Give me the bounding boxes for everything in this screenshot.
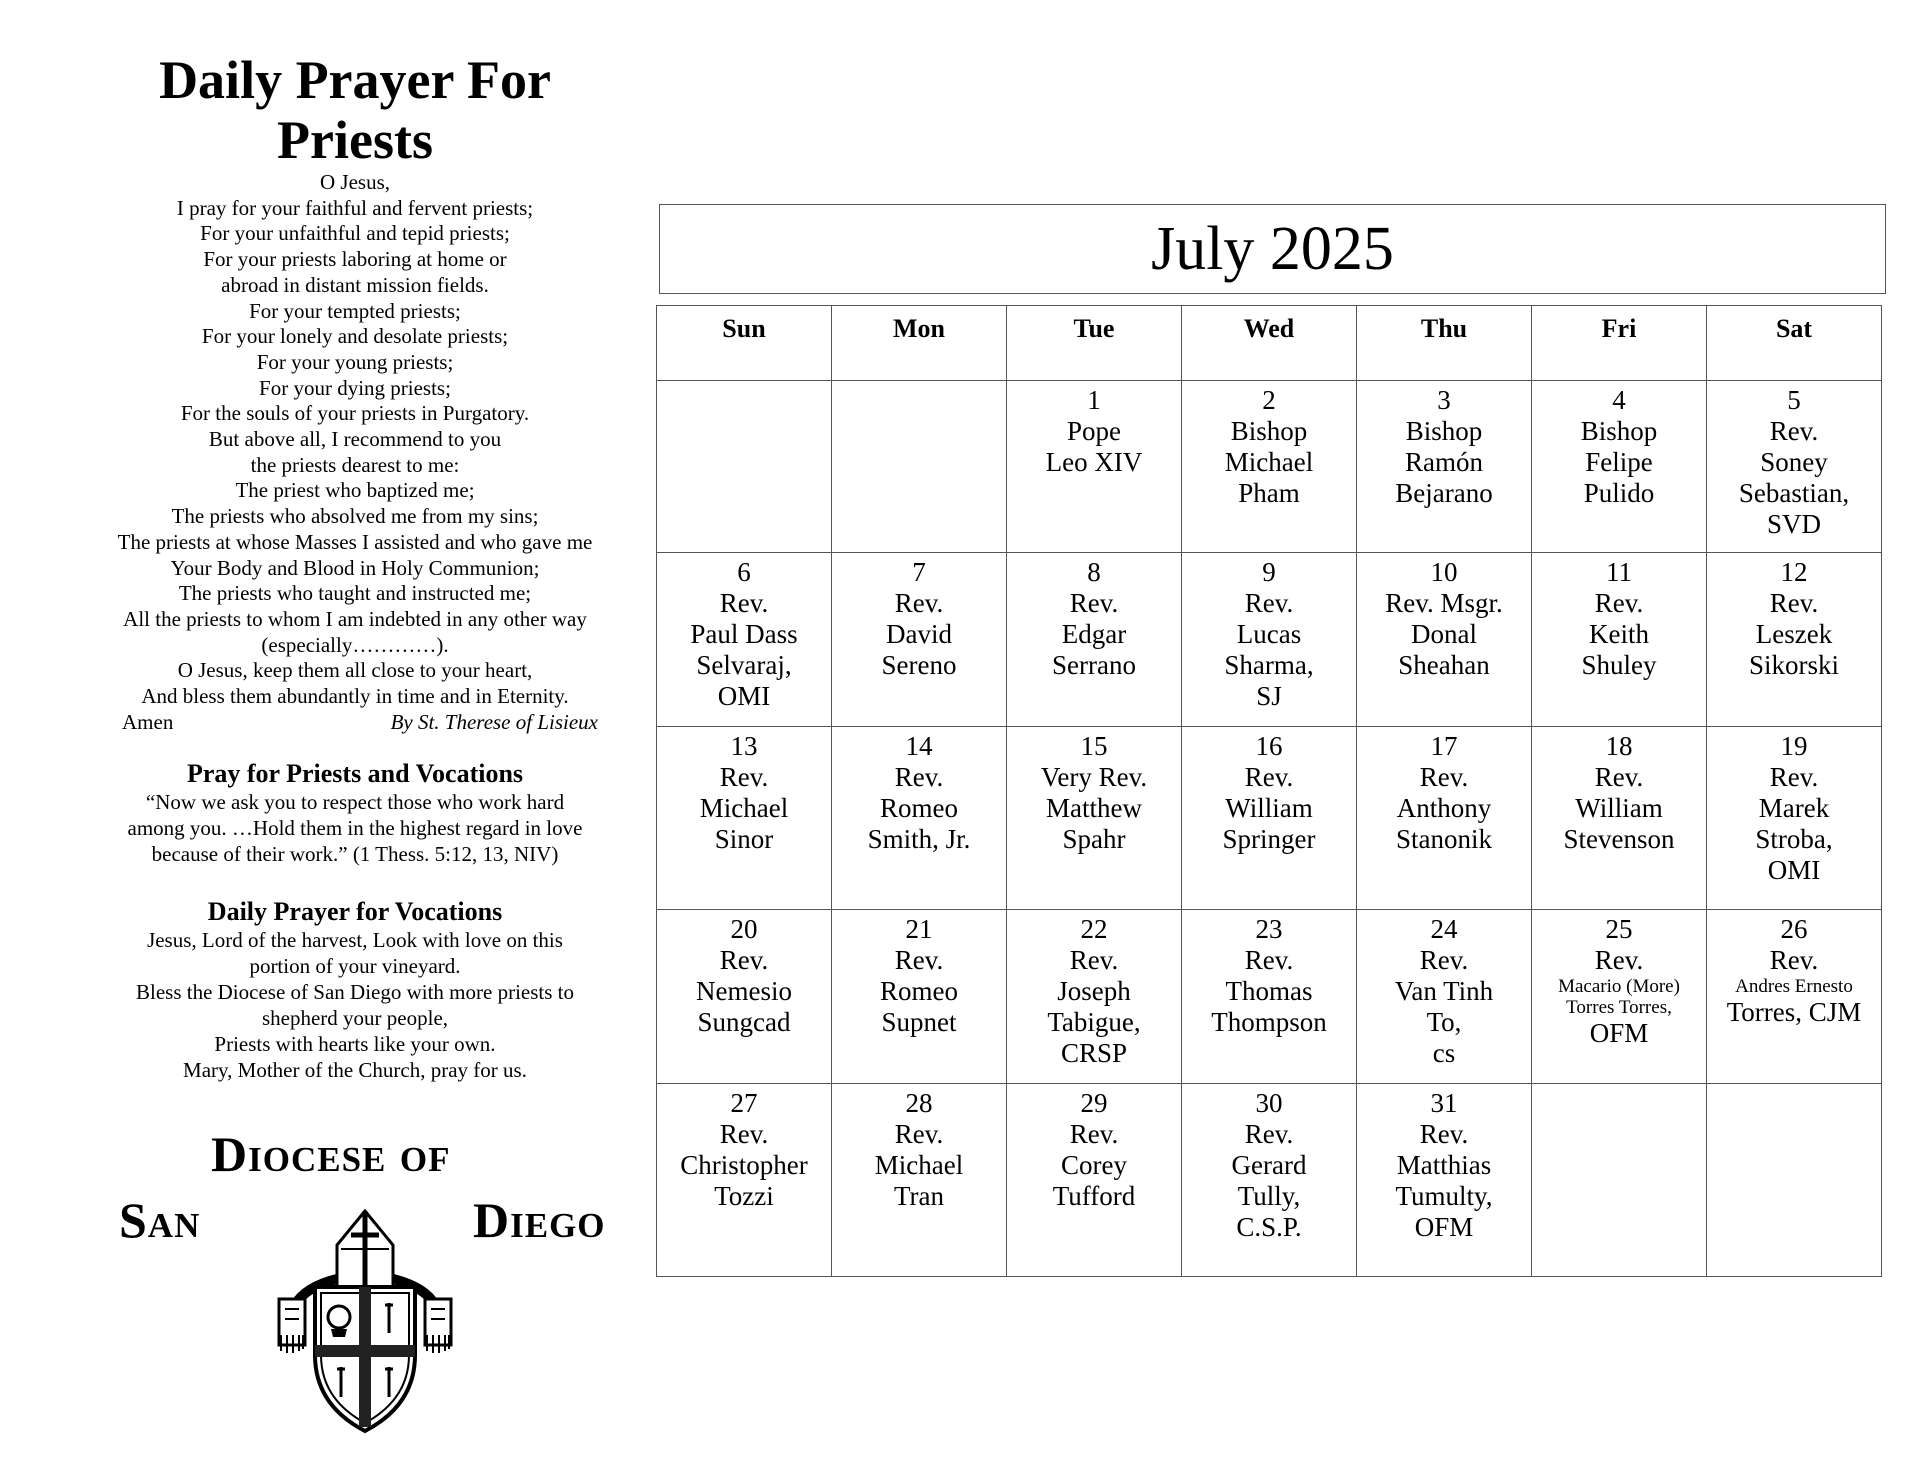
priest-name-line: Pham (1238, 478, 1300, 508)
weekday-header-mon: Mon (832, 306, 1007, 381)
day-number: 22 (1080, 914, 1108, 944)
priest-name-line-small: Torres Torres, (1566, 997, 1672, 1018)
prayer-line: the priests dearest to me: (250, 452, 460, 477)
prayer-column (60, 50, 650, 1083)
day-number: 11 (1606, 557, 1632, 587)
day-number: 16 (1255, 731, 1283, 761)
day-cell-3 (1357, 381, 1532, 553)
priest-name-line: Christopher (680, 1150, 808, 1180)
priest-name-line: Tumulty, (1395, 1181, 1493, 1211)
day-number: 9 (1262, 557, 1276, 587)
day-number: 29 (1080, 1088, 1108, 1118)
priest-name-line: Rev. (1769, 588, 1819, 618)
prayer-line: For the souls of your priests in Purgatory. (180, 401, 530, 426)
amen-text: Amen (122, 709, 174, 734)
diocese-crest-icon (265, 1205, 465, 1435)
weekday-header-sat: Sat (1707, 306, 1882, 381)
priest-name-line: OMI (717, 681, 771, 711)
day-cell-5 (1707, 381, 1882, 553)
day-cell-22 (1007, 910, 1182, 1084)
day-number: 19 (1780, 731, 1808, 761)
prayer-line: O Jesus, keep them all close to your heart, (177, 658, 533, 683)
priest-name-line: Pulido (1583, 478, 1655, 508)
scripture-quote (60, 789, 650, 867)
priest-name-line: Tran (893, 1181, 945, 1211)
priest-name-line: Sikorski (1748, 650, 1840, 680)
priest-name-line: Rev. (1069, 588, 1119, 618)
daily-prayer-for-priests (60, 170, 650, 710)
weekday-header-row (657, 306, 1882, 381)
vocations-line: Priests with hearts like your own. (214, 1032, 496, 1057)
prayer-line: The priest who baptized me; (235, 478, 475, 503)
priest-name-line: Sheahan (1398, 650, 1490, 680)
priest-name-line: Marek (1758, 793, 1830, 823)
priest-name-line: Corey (1061, 1150, 1127, 1180)
priest-name-line: Stevenson (1563, 824, 1675, 854)
priest-name-line: Tully, (1237, 1181, 1301, 1211)
day-cell-17 (1357, 727, 1532, 910)
prayer-signature (60, 710, 650, 736)
day-cell-20 (657, 910, 832, 1084)
prayer-attribution: By St. Therese of Lisieux (390, 709, 598, 734)
priest-name-line: Bishop (1230, 416, 1308, 446)
day-cell-9 (1182, 553, 1357, 727)
section-title-vocations-priests: Pray for Priests and Vocations (186, 759, 524, 789)
calendar-week-row (657, 727, 1882, 910)
priest-name-line: Rev. (719, 1119, 769, 1149)
priest-name-line: C.S.P. (1236, 1212, 1302, 1242)
prayer-line: For your unfaithful and tepid priests; (200, 221, 510, 246)
day-cell-8 (1007, 553, 1182, 727)
day-cell-10 (1357, 553, 1532, 727)
vocations-prayer (60, 927, 650, 1083)
priest-name-line: Spahr (1062, 824, 1126, 854)
priest-name-line: Soney (1760, 447, 1828, 477)
priest-name-line: Supnet (881, 1007, 957, 1037)
priest-name-line: Romeo (880, 976, 958, 1006)
priest-name-line: Smith, Jr. (867, 824, 971, 854)
priest-name-line: Ramón (1405, 447, 1483, 477)
priest-name-line: To, (1426, 1007, 1462, 1037)
priest-name-line: Very Rev. (1040, 762, 1148, 792)
priest-name-line: Rev. (719, 945, 769, 975)
day-number: 23 (1255, 914, 1283, 944)
logo-word-san: San (119, 1192, 201, 1248)
priest-name-line: Sebastian, (1738, 478, 1850, 508)
priest-name-line: Rev. (1769, 945, 1819, 975)
priest-name-line: Rev. (1244, 762, 1294, 792)
priest-name-line: OFM (1414, 1212, 1474, 1242)
priest-name-line: Bishop (1580, 416, 1658, 446)
day-cell-12 (1707, 553, 1882, 727)
quote-line: because of their work.” (1 Thess. 5:12, 13, NIV) (151, 842, 559, 867)
vocations-line: Bless the Diocese of San Diego with more priests to (135, 980, 574, 1005)
priest-name-line: Tufford (1052, 1181, 1136, 1211)
priest-name-line: Rev. (894, 1119, 944, 1149)
prayer-line: For your tempted priests; (249, 298, 461, 323)
day-cell-19 (1707, 727, 1882, 910)
priest-name-line: Rev. (1769, 762, 1819, 792)
prayer-line: Your Body and Blood in Holy Communion; (170, 555, 540, 580)
priest-name-line: Shuley (1581, 650, 1657, 680)
priest-name-line: Rev. (894, 945, 944, 975)
priest-name-line: Selvaraj, (696, 650, 792, 680)
diocese-logo (115, 1125, 635, 1435)
day-cell-11 (1532, 553, 1707, 727)
priest-name-line: Joseph (1057, 976, 1131, 1006)
weekday-header-sun: Sun (657, 306, 832, 381)
priest-name-line: Anthony (1396, 793, 1492, 823)
day-number: 26 (1780, 914, 1808, 944)
calendar-week-row (657, 1084, 1882, 1277)
day-number: 6 (737, 557, 751, 587)
day-number: 27 (730, 1088, 758, 1118)
section-title-daily-vocations: Daily Prayer for Vocations (207, 897, 503, 927)
priest-name-line: Sereno (881, 650, 957, 680)
priest-name-line: Tozzi (714, 1181, 774, 1211)
priest-name-line: Springer (1222, 824, 1316, 854)
priest-name-line: Michael (874, 1150, 964, 1180)
priest-name-line: Matthias (1396, 1150, 1492, 1180)
priest-name-line: Felipe (1585, 447, 1653, 477)
priest-name-line: cs (1432, 1038, 1456, 1068)
prayer-line: (especially…………). (261, 632, 449, 657)
day-cell-4 (1532, 381, 1707, 553)
priest-name-line: Thomas (1225, 976, 1313, 1006)
priest-name-line: Keith (1589, 619, 1649, 649)
priest-name-line: David (886, 619, 952, 649)
priest-name-line: Lucas (1236, 619, 1302, 649)
priest-name-line-small: Andres Ernesto (1735, 976, 1853, 997)
weekday-header-fri: Fri (1532, 306, 1707, 381)
day-cell-2 (1182, 381, 1357, 553)
priest-name-line: OMI (1767, 855, 1821, 885)
priest-name-line-small: Macario (More) (1558, 976, 1680, 997)
calendar-week-row (657, 553, 1882, 727)
vocations-line: Mary, Mother of the Church, pray for us. (183, 1058, 527, 1083)
priest-name-line: Romeo (880, 793, 958, 823)
priest-name-line: Torres, CJM (1726, 997, 1862, 1027)
weekday-header-tue: Tue (1007, 306, 1182, 381)
prayer-line: For your young priests; (256, 349, 454, 374)
day-number: 31 (1430, 1088, 1458, 1118)
prayer-line: For your lonely and desolate priests; (201, 324, 509, 349)
priest-name-line: Michael (1224, 447, 1314, 477)
prayer-line: All the priests to whom I am indebted in any other way (123, 606, 587, 631)
prayer-line: The priests at whose Masses I assisted and who gave me (117, 529, 593, 554)
empty-day-cell (1532, 1084, 1707, 1277)
prayer-line: The priests who taught and instructed me; (178, 581, 532, 606)
empty-day-cell (1707, 1084, 1882, 1277)
day-number: 8 (1087, 557, 1101, 587)
prayer-line: For your dying priests; (259, 375, 451, 400)
empty-day-cell (657, 381, 832, 553)
weekday-header-thu: Thu (1357, 306, 1532, 381)
prayer-line: O Jesus, (319, 170, 390, 194)
day-number: 5 (1787, 385, 1801, 415)
priest-name-line: Rev. (1594, 762, 1644, 792)
prayer-line: And bless them abundantly in time and in Eternity. (141, 684, 569, 709)
priest-name-line: Van Tinh (1394, 976, 1494, 1006)
day-cell-7 (832, 553, 1007, 727)
vocations-line: portion of your vineyard. (249, 954, 461, 979)
day-number: 14 (905, 731, 933, 761)
priest-name-line: Rev. (1594, 588, 1644, 618)
prayer-line: But above all, I recommend to you (208, 427, 502, 452)
day-number: 7 (912, 557, 926, 587)
day-number: 15 (1080, 731, 1108, 761)
priest-name-line: OFM (1589, 1018, 1649, 1048)
prayer-line: I pray for your faithful and fervent priests; (176, 195, 534, 220)
priest-name-line: Stroba, (1755, 824, 1833, 854)
priest-name-line: Bishop (1405, 416, 1483, 446)
prayer-line: The priests who absolved me from my sins; (171, 504, 539, 529)
prayer-line: abroad in distant mission fields. (221, 272, 489, 297)
priest-name-line: Rev. (1069, 945, 1119, 975)
priest-name-line: Rev. (1244, 588, 1294, 618)
day-cell-25 (1532, 910, 1707, 1084)
day-number: 17 (1430, 731, 1458, 761)
logo-line-diocese-of: Diocese of (211, 1126, 451, 1182)
priest-name-line: Rev. (1069, 1119, 1119, 1149)
calendar-week-row (657, 381, 1882, 553)
day-cell-18 (1532, 727, 1707, 910)
day-cell-28 (832, 1084, 1007, 1277)
priest-name-line: Paul Dass (690, 619, 798, 649)
priest-name-line: Serrano (1052, 650, 1136, 680)
day-cell-23 (1182, 910, 1357, 1084)
priest-name-line: William (1225, 793, 1313, 823)
day-number: 18 (1605, 731, 1633, 761)
day-number: 3 (1437, 385, 1451, 415)
day-cell-1 (1007, 381, 1182, 553)
day-cell-30 (1182, 1084, 1357, 1277)
priest-name-line: Bejarano (1395, 478, 1493, 508)
priest-name-line: Rev. (1244, 945, 1294, 975)
day-number: 13 (730, 731, 758, 761)
priest-name-line: Sharma, (1224, 650, 1314, 680)
priest-name-line: CRSP (1060, 1038, 1128, 1068)
prayer-line: For your priests laboring at home or (203, 247, 507, 272)
calendar-grid (656, 305, 1882, 1277)
title-line-1: Daily Prayer For (159, 50, 551, 110)
day-number: 21 (905, 914, 933, 944)
day-cell-14 (832, 727, 1007, 910)
priest-name-line: Rev. (1419, 945, 1469, 975)
day-cell-21 (832, 910, 1007, 1084)
priest-name-line: Sinor (714, 824, 774, 854)
priest-name-line: Rev. (719, 588, 769, 618)
priest-name-line: Rev. (894, 762, 944, 792)
day-number: 1 (1087, 385, 1101, 415)
priest-name-line: Sungcad (697, 1007, 791, 1037)
month-title: July 2025 (659, 204, 1886, 294)
priest-name-line: Stanonik (1395, 824, 1492, 854)
day-cell-6 (657, 553, 832, 727)
day-number: 24 (1430, 914, 1458, 944)
day-cell-24 (1357, 910, 1532, 1084)
priest-name-line: Rev. (1419, 762, 1469, 792)
priest-name-line: Rev. Msgr. (1385, 588, 1503, 618)
title-line-2: Priests (277, 110, 433, 170)
priest-name-line: Nemesio (696, 976, 792, 1006)
day-cell-31 (1357, 1084, 1532, 1277)
day-cell-13 (657, 727, 832, 910)
day-cell-27 (657, 1084, 832, 1277)
vocations-line: Jesus, Lord of the harvest, Look with love on this (147, 928, 563, 953)
priest-name-line: SJ (1256, 681, 1282, 711)
calendar-week-row (657, 910, 1882, 1084)
priest-name-line: Michael (699, 793, 789, 823)
day-number: 25 (1605, 914, 1633, 944)
priest-name-line: Leszek (1755, 619, 1833, 649)
page-title (60, 50, 650, 170)
day-number: 30 (1255, 1088, 1283, 1118)
quote-line: “Now we ask you to respect those who work hard (145, 790, 565, 815)
day-cell-16 (1182, 727, 1357, 910)
priest-name-line: Rev. (1594, 945, 1644, 975)
priest-name-line: Thompson (1211, 1007, 1327, 1037)
priest-name-line: Gerard (1231, 1150, 1307, 1180)
priest-name-line: William (1575, 793, 1663, 823)
day-number: 2 (1262, 385, 1276, 415)
day-number: 12 (1780, 557, 1808, 587)
empty-day-cell (832, 381, 1007, 553)
vocations-line: shepherd your people, (261, 1006, 449, 1031)
priest-name-line: SVD (1766, 509, 1821, 539)
priest-name-line: Rev. (1769, 416, 1819, 446)
quote-line: among you. …Hold them in the highest regard in love (127, 816, 583, 841)
priest-name-line: Tabigue, (1047, 1007, 1141, 1037)
priest-name-line: Rev. (1419, 1119, 1469, 1149)
day-number: 20 (730, 914, 758, 944)
day-cell-15 (1007, 727, 1182, 910)
day-number: 10 (1430, 557, 1458, 587)
priest-name-line: Rev. (1244, 1119, 1294, 1149)
day-number: 28 (905, 1088, 933, 1118)
priest-name-line: Matthew (1046, 793, 1142, 823)
priest-name-line: Rev. (894, 588, 944, 618)
priest-name-line: Leo XIV (1045, 447, 1143, 477)
logo-word-diego: Diego (473, 1192, 606, 1248)
day-number: 4 (1612, 385, 1626, 415)
priest-name-line: Donal (1411, 619, 1477, 649)
priest-name-line: Edgar (1061, 619, 1127, 649)
weekday-header-wed: Wed (1182, 306, 1357, 381)
priest-name-line: Pope (1067, 416, 1121, 446)
day-cell-26 (1707, 910, 1882, 1084)
priest-name-line: Rev. (719, 762, 769, 792)
day-cell-29 (1007, 1084, 1182, 1277)
